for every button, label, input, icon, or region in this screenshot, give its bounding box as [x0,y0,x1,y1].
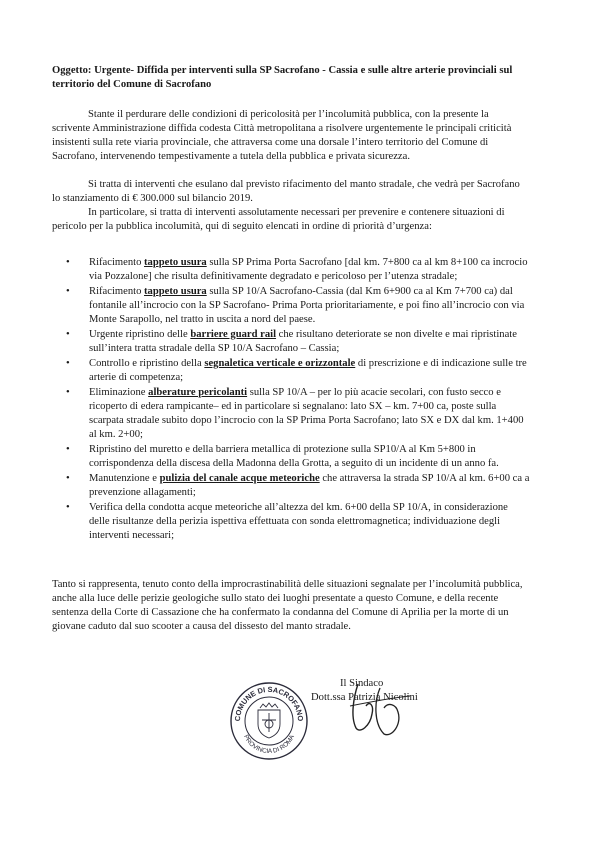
item-text: Ripristino del muretto e della barriera metallica di protezione sulla SP10/A al Km 5+800 in corrispondenza della discesa della Madonna della Grotta, a seguito di un incidente di un anno fa. [89,444,499,469]
item-highlight: pulizia del canale acque meteoriche [159,473,320,484]
closing-paragraph: Tanto si rappresenta, tenuto conto della improcrastinabilità delle situazioni segnalate per l’incolumità pubblica, anche alla luce delle perizie geologiche sullo stato dei luoghi presentate a questo Comune, e della recente sentenza della Corte di Cassazione che ha confermato la condanna del Comune di Aprilia per la morte di un giovane caduto dal suo scooter a causa del dissesto del manto stradale. [52,579,523,632]
item-text-continued: che attraversa la strada SP 10/A al km. 6+00 ca a prevenzione allagamenti; [89,473,530,498]
list-item [52,328,530,356]
bullet-icon: • [66,444,70,455]
bullet-icon: • [66,473,70,484]
item-text: Rifacimento [89,286,145,297]
signature-name: Dott.ssa Patrizia Nicolini [311,692,418,703]
list-item [52,285,530,327]
paragraph-funding: Si tratta di interventi che esulano dal previsto rifacimento del manto stradale, che vedrà per Sacrofano lo stanziamento di € 300.000 sul bilancio 2019. [52,179,520,204]
paragraph-intro: Stante il perdurare delle condizioni di pericolosità per l’incolumità pubblica, con la presente la scrivente Amministrazione diffida codesta Città metropolitana a risolvere urgentemente le principali criticità insistenti sulla rete viaria provinciale, che attraversa come una dorsale l’intero territorio del Comune di Sacrofano, intervenendo tempestivamente a tutela della pubblica e privata sicurezza. [52,109,512,162]
item-text: Eliminazione [89,387,149,398]
item-text-continued: sulla SP 10/A – per lo più acacie secolari, con fusto secco e ricoperto di edera rampicante– ed in particolare si segnalano: lato SX – km. 7+00 ca, poste sulla scarpata stradale subito dopo l’incrocio con la SP Prima Porta Sacrofano; lato SX e DX dal km. 1+400 al km. 2+00; [89,387,524,440]
intervention-list [52,256,530,544]
list-item [52,357,530,385]
item-text: Rifacimento [89,257,145,268]
coat-of-arms-icon [258,703,280,738]
item-text: Controllo e ripristino della [89,358,205,369]
stamp-bottom-text: PROVINCIA DI ROMA [242,733,296,756]
stamp-top-text: COMUNE DI SACROFANO [232,684,306,722]
bullet-icon: • [66,286,70,297]
list-item [52,443,530,471]
bullet-icon: • [66,502,70,513]
item-text-continued: che risultano deteriorate se non divelte e mai ripristinate sull’intera tratta stradale della SP 10/A Sacrofano – Cassia; [89,329,517,354]
item-highlight: segnaletica verticale e orizzontale [204,358,356,369]
item-text: Manutenzione e [89,473,160,484]
handwritten-signature [340,676,420,746]
subject-line: Oggetto: Urgente- Diffida per interventi sulla SP Sacrofano - Cassia e sulle altre arterie provinciali sul territorio del Comune di Sacrofano [52,65,513,90]
paragraph-priority: In particolare, si tratta di interventi assolutamente necessari per prevenire e contenere situazioni di pericolo per la pubblica incolumità, qui di seguito elencati in ordine di priorità d’urgenza: [52,207,505,232]
list-item [52,386,530,442]
item-text-continued: sulla SP 10/A Sacrofano-Cassia (dal Km 6+900 ca al Km 7+700 ca) dal fontanile all’incrocio con la SP Sacrofano- Prima Porta prioritariamente, e poi fino all’incrocio con via Monte Sarapollo, nel tratto in uscita a nord del paese. [89,286,525,325]
bullet-icon: • [66,387,70,398]
item-highlight: tappeto usura [144,286,207,297]
signature-title: Il Sindaco [340,678,384,689]
bullet-icon: • [66,329,70,340]
bullet-icon: • [66,358,70,369]
list-item [52,501,530,543]
item-highlight: alberature pericolanti [148,387,248,398]
item-highlight: barriere guard rail [190,329,277,340]
item-highlight: tappeto usura [144,257,207,268]
item-text: Verifica della condotta acque meteoriche all’altezza del km. 6+00 della SP 10/A, in considerazione delle risultanze della perizia ispettiva effettuata con sonda elettromagnetica; individuazione degli interventi necessari; [89,502,508,541]
item-text-continued: di prescrizione e di indicazione sulle tre arterie di competenza; [89,358,527,383]
item-text: Urgente ripristino delle [89,329,191,340]
municipal-stamp [228,680,310,762]
list-item [52,256,530,284]
item-text-continued: sulla SP Prima Porta Sacrofano [dal km. 7+800 ca al km 8+100 ca incrocio via Pozzalone] che risulta definitivamente degradato e pericoloso per l’utenza stradale; [89,257,528,282]
bullet-icon: • [66,257,70,268]
list-item [52,472,530,500]
